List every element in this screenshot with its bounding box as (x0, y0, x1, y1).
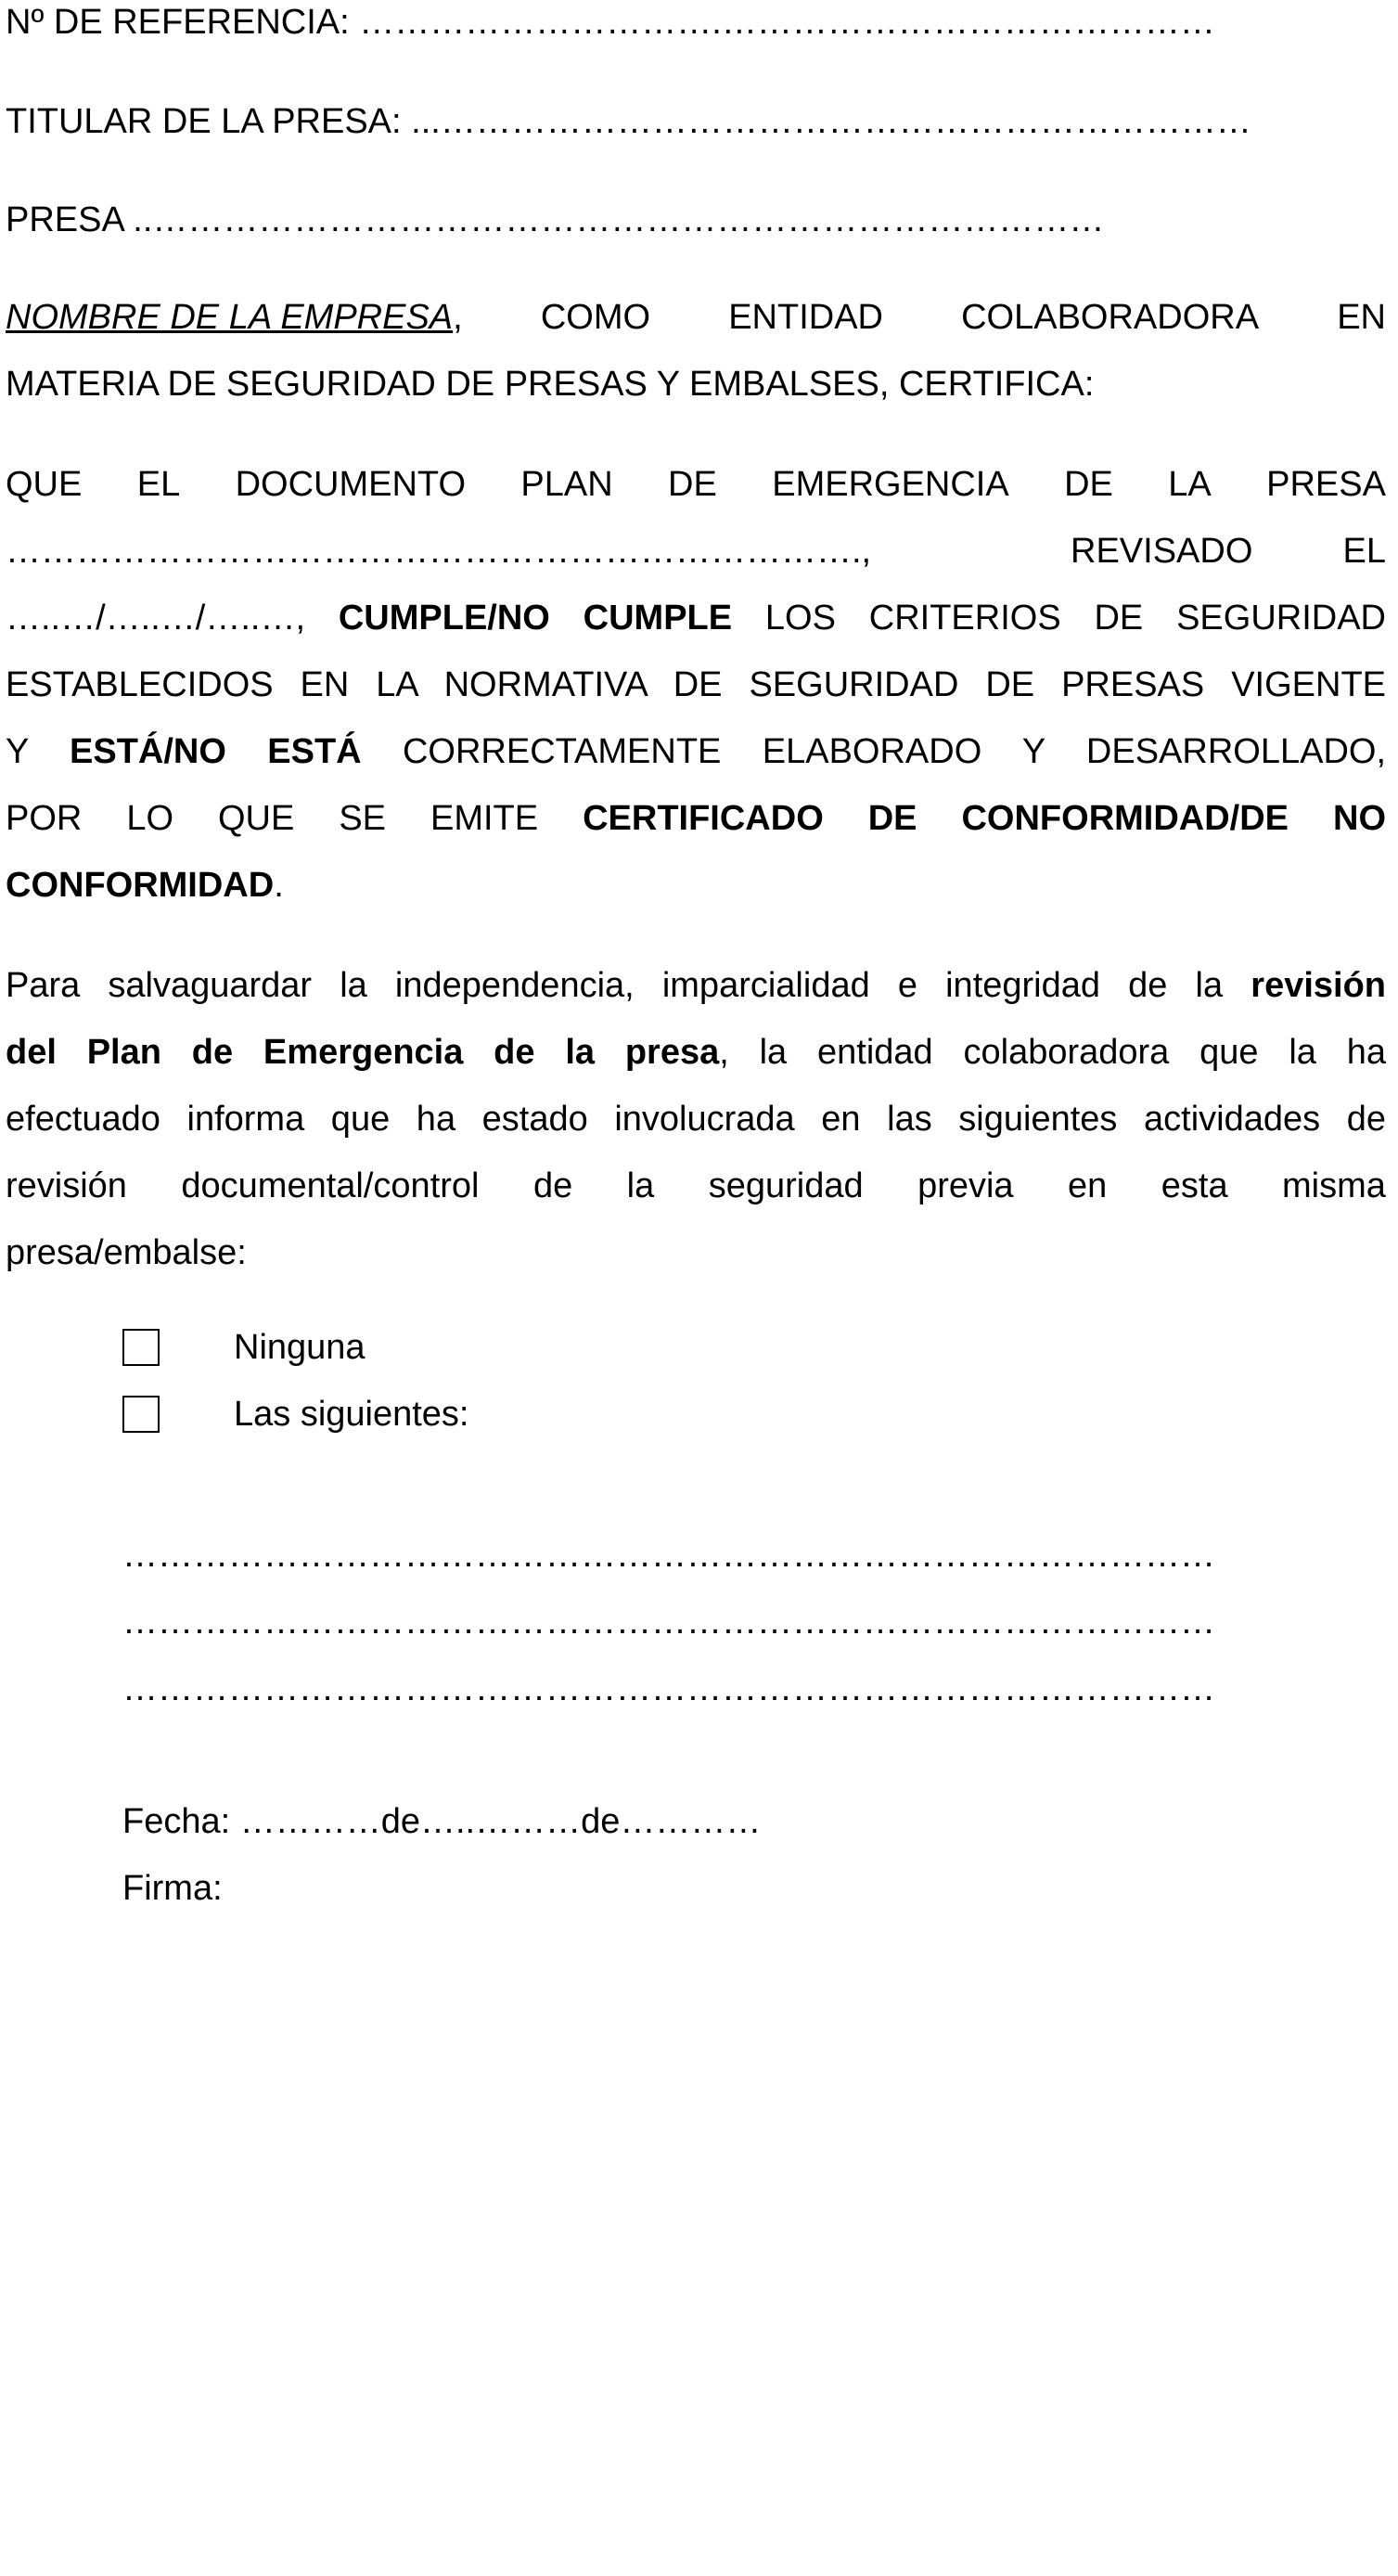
cert-word: PRESA (1266, 465, 1386, 504)
revision-date-field[interactable]: …..…/…..…/…..…, (6, 599, 306, 638)
certification-paragraph (6, 451, 1386, 919)
intro-line-1 (6, 284, 1386, 351)
indep-line-1 (6, 952, 1386, 1019)
indep-word: esta (1161, 1166, 1228, 1205)
indep-word: previa (917, 1166, 1014, 1205)
intro-paragraph (6, 284, 1386, 418)
indep-bold: del Plan de Emergencia de la presa (6, 1033, 720, 1072)
indep-word: misma (1282, 1166, 1386, 1205)
intro-word: COLABORADORA (961, 298, 1260, 337)
indep-line-2 (6, 1019, 1386, 1086)
intro-word: COMO (540, 298, 651, 337)
cert-word: EMERGENCIA (772, 465, 1009, 504)
reference-number-field[interactable]: ………………………….…………………………………… (359, 3, 1215, 42)
indep-line-4 (6, 1153, 1386, 1219)
complies-option: CUMPLE/NO CUMPLE (338, 599, 733, 638)
cert-line-7 (6, 852, 1386, 919)
cert-line-5 (6, 718, 1386, 785)
option-none-checkbox[interactable] (122, 1329, 160, 1366)
dam-name-line (6, 198, 1104, 242)
dam-name-field[interactable]: ..……………………………………………………………………… (133, 200, 1105, 239)
dam-name-label: PRESA (6, 200, 134, 239)
cert-word: DOCUMENTO (235, 465, 467, 504)
cert-text: LOS CRITERIOS DE SEGURIDAD (764, 599, 1386, 638)
cert-line-4: ESTABLECIDOS EN LA NORMATIVA DE SEGURIDAD DE PRESAS VIGENTE (6, 665, 1386, 704)
option-following-label: Las siguientes: (234, 1395, 469, 1434)
cert-word: PLAN (520, 465, 613, 504)
conformity-word: CONFORMIDAD (6, 866, 275, 905)
revised-label: REVISADO (1071, 532, 1253, 571)
intro-line-2: MATERIA DE SEGURIDAD DE PRESAS Y EMBALSES, CERTIFICA: (6, 365, 1095, 404)
cert-text: POR LO QUE SE EMITE (6, 799, 539, 838)
cert-word: LA (1168, 465, 1212, 504)
activities-field-line-3[interactable]: ………………………………………………………………………………… (122, 1669, 1215, 1708)
indep-word: revisión (6, 1166, 127, 1205)
signature-line[interactable]: Firma: (122, 1869, 223, 1908)
intro-comma: , (453, 298, 463, 337)
cert-line-2 (6, 518, 1386, 585)
dam-owner-field[interactable]: ...…………………………………………………………… (411, 102, 1251, 141)
cert-word: EL (136, 465, 181, 504)
conformity-certificate-option: CERTIFICADO DE CONFORMIDAD/DE NO (583, 799, 1386, 838)
option-none-label: Ninguna (234, 1328, 366, 1367)
activities-field-line-1[interactable]: ………………………………………………………………………………… (122, 1536, 1215, 1575)
cert-word: DE (1064, 465, 1113, 504)
cert-text: Y (6, 732, 29, 771)
cert-line-1 (6, 451, 1386, 518)
indep-text: , la entidad colaboradora que la ha (719, 1033, 1386, 1072)
indep-line-5: presa/embalse: (6, 1233, 247, 1272)
cert-line-6 (6, 785, 1386, 852)
revised-el-label: EL (1342, 532, 1386, 571)
reference-number-line (6, 0, 1215, 45)
cert-word: DE (668, 465, 717, 504)
date-line[interactable]: Fecha: …………de…..………de………… (122, 1802, 762, 1841)
indep-bold: revisión (1251, 966, 1386, 1005)
reference-number-label: Nº DE REFERENCIA: (6, 3, 360, 42)
company-name: NOMBRE DE LA EMPRESA (6, 298, 454, 337)
indep-line-3: efectuado informa que ha estado involucrada en las siguientes actividades de (6, 1100, 1386, 1139)
intro-word: ENTIDAD (728, 298, 883, 337)
emergency-plan-dam-field[interactable]: ………………………………………………………………., (6, 532, 872, 571)
indep-word: la (626, 1166, 655, 1205)
cert-word: QUE (6, 465, 83, 504)
dam-owner-label: TITULAR DE LA PRESA: (6, 102, 412, 141)
cert-period: . (274, 866, 284, 905)
cert-line-3 (6, 585, 1386, 651)
independence-paragraph (6, 952, 1386, 1286)
cert-text: CORRECTAMENTE ELABORADO Y DESARROLLADO, (402, 732, 1386, 771)
dam-owner-line (6, 99, 1251, 144)
indep-word: de (532, 1166, 573, 1205)
option-following-row[interactable] (122, 1392, 469, 1436)
is-correct-option: ESTÁ/NO ESTÁ (70, 732, 362, 771)
intro-word: EN (1337, 298, 1386, 337)
indep-word: seguridad (708, 1166, 864, 1205)
indep-word: en (1068, 1166, 1108, 1205)
activities-field-line-2[interactable]: ………………………………………………………………………………… (122, 1603, 1215, 1642)
indep-text: Para salvaguardar la independencia, imparcialidad e integridad de la (6, 966, 1224, 1005)
option-following-checkbox[interactable] (122, 1396, 160, 1433)
option-none-row[interactable] (122, 1325, 366, 1370)
indep-word: documental/control (181, 1166, 480, 1205)
